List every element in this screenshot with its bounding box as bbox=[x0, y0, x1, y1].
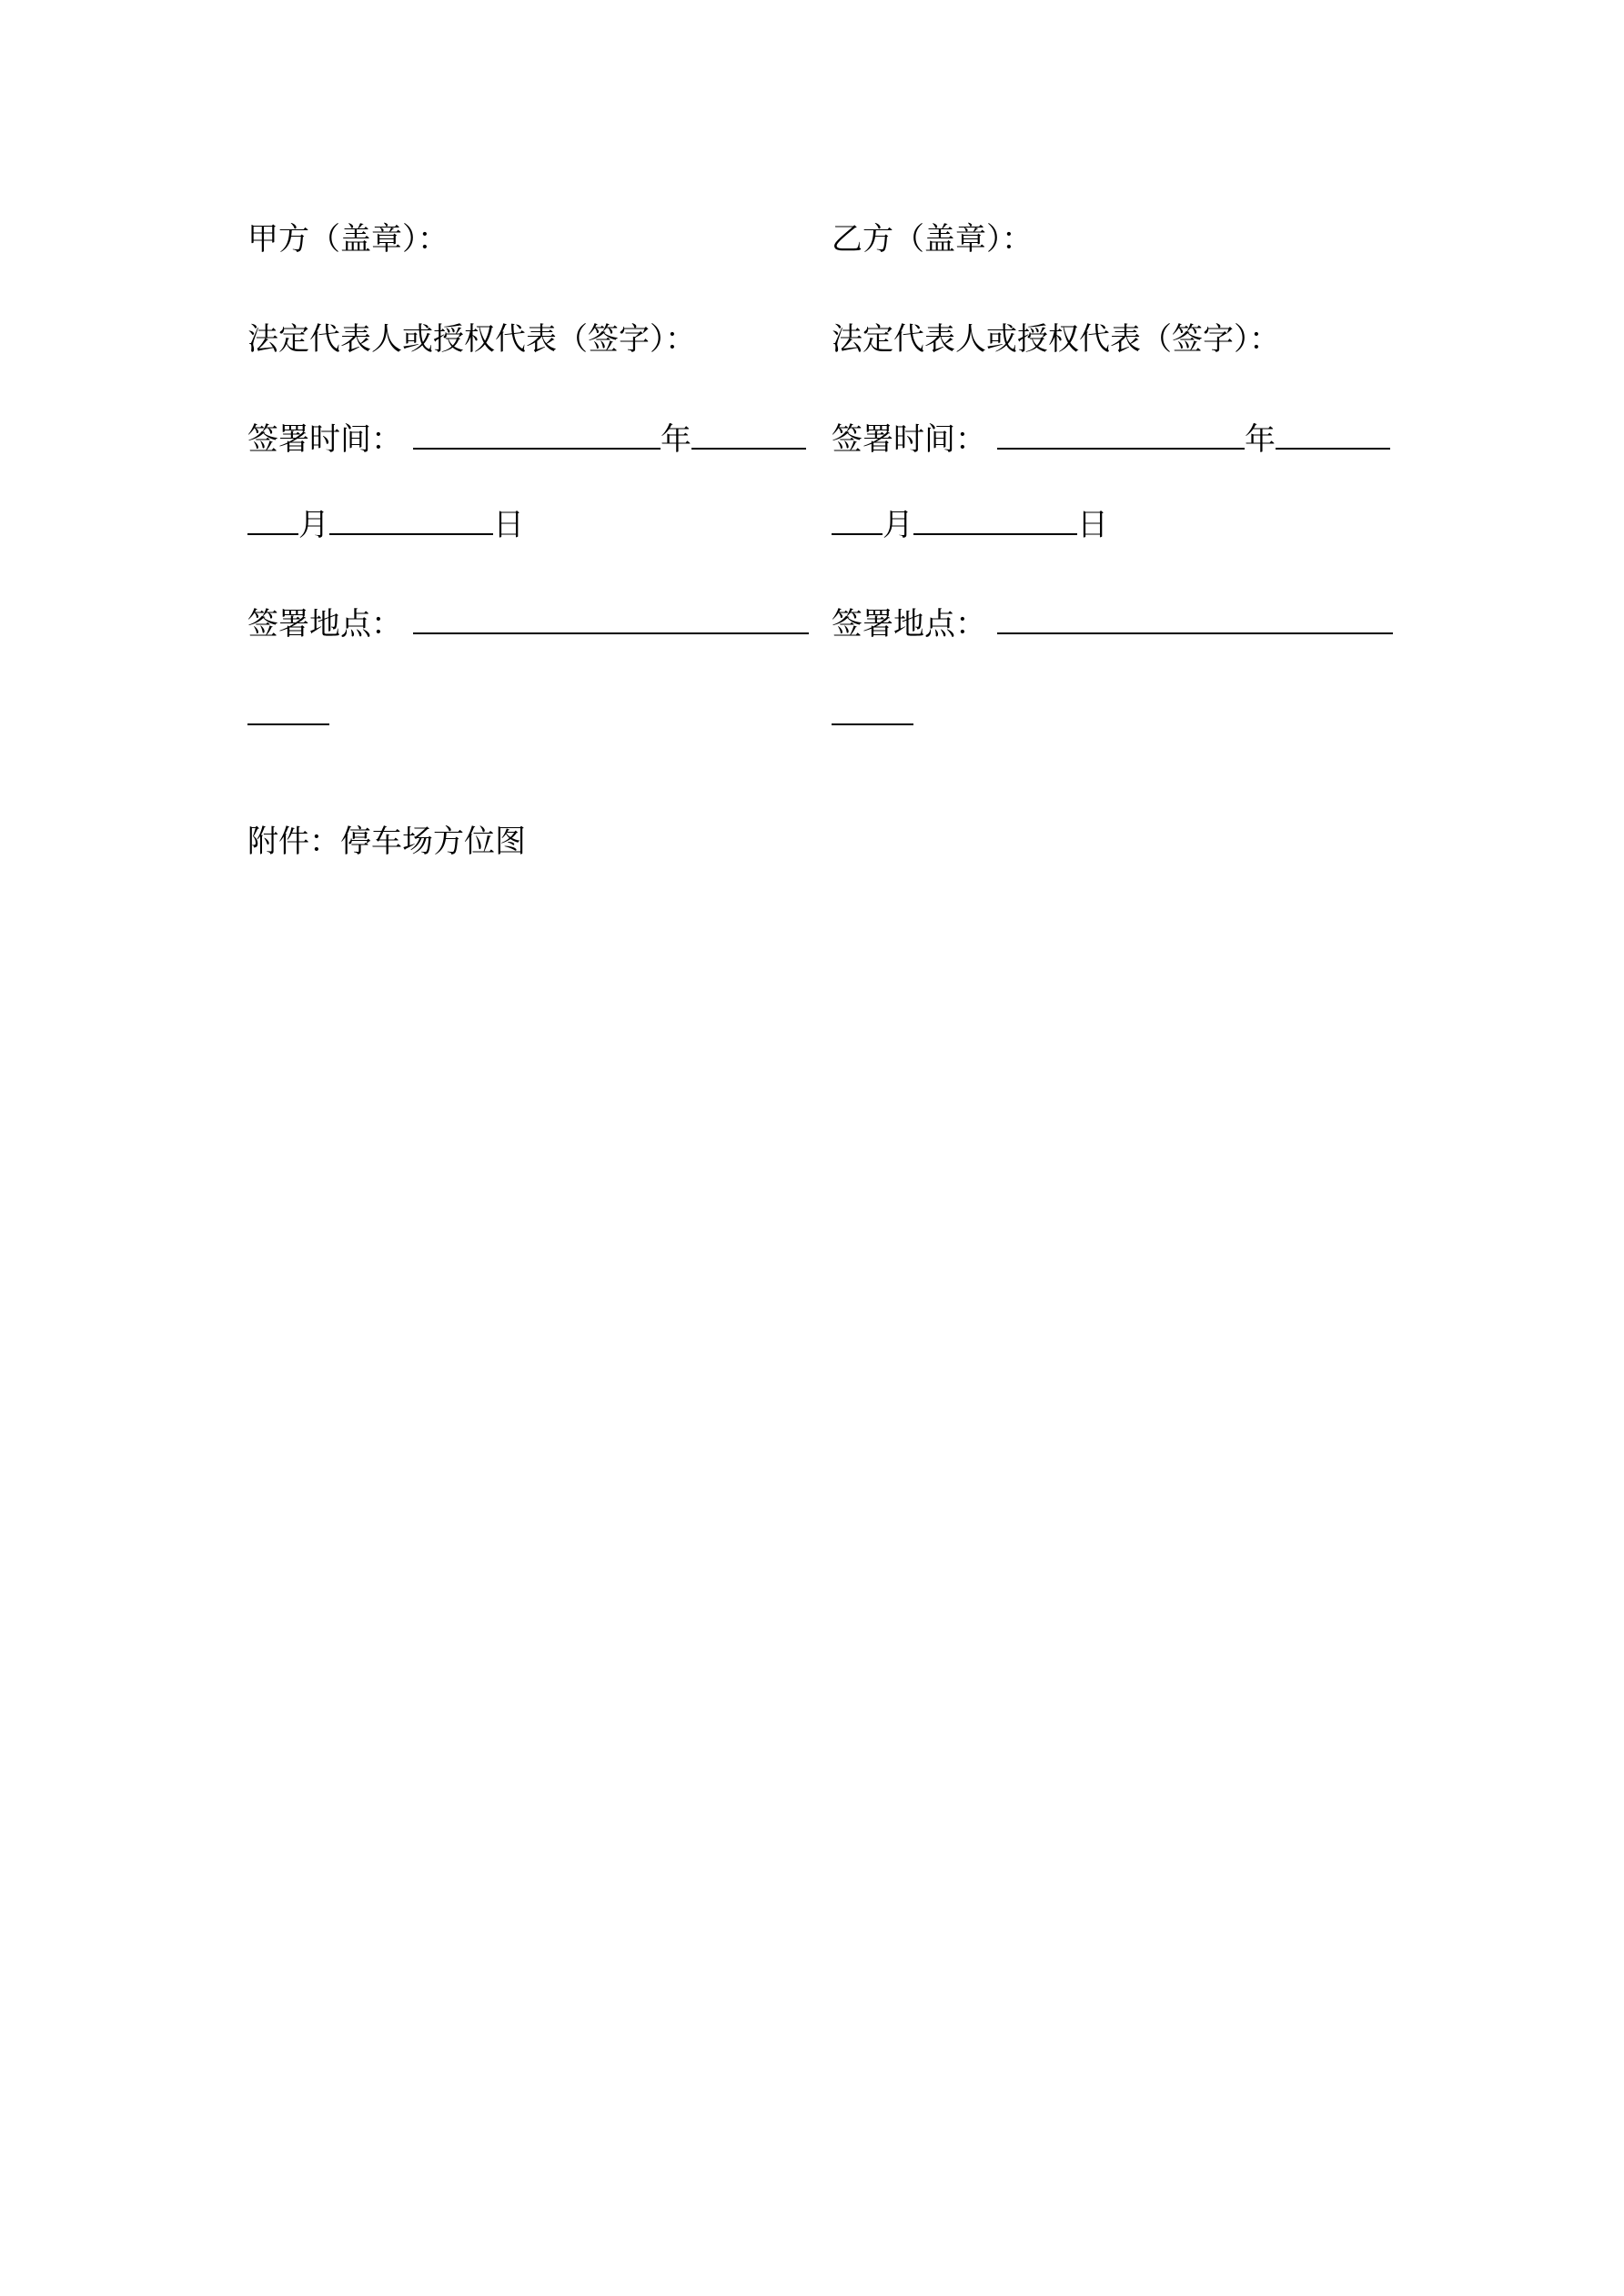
party-b-sign-place-blank-end[interactable] bbox=[832, 696, 913, 725]
party-a-sign-place-continuation bbox=[247, 696, 329, 733]
party-b-sign-place-label: 签署地点： bbox=[832, 606, 986, 642]
party-b-sign-time-row bbox=[832, 420, 1390, 458]
party-a-sign-time-row bbox=[247, 420, 806, 458]
party-b-month-blank-end[interactable] bbox=[832, 506, 883, 535]
party-b-day-blank[interactable] bbox=[913, 506, 1077, 535]
party-b-month-label: 月 bbox=[883, 507, 913, 543]
party-a-year-label: 年 bbox=[661, 421, 691, 458]
party-b-day-label: 日 bbox=[1077, 507, 1108, 543]
party-a-day-blank[interactable] bbox=[329, 506, 493, 535]
party-a-sign-time-label: 签署时间： bbox=[247, 421, 402, 458]
party-a-sign-place-row bbox=[247, 605, 809, 642]
party-b-sign-place-blank[interactable] bbox=[997, 605, 1393, 634]
party-a-sign-place-blank-end[interactable] bbox=[247, 696, 329, 725]
party-a-seal-label: 甲方（盖章）： bbox=[247, 221, 449, 258]
party-a-date-row bbox=[247, 506, 524, 543]
party-b-year-blank[interactable] bbox=[997, 420, 1245, 450]
party-b-date-row bbox=[832, 506, 1108, 543]
party-b-sign-time-label: 签署时间： bbox=[832, 421, 986, 458]
party-b-sign-place-row bbox=[832, 605, 1393, 642]
party-a-year-blank[interactable] bbox=[413, 420, 661, 450]
party-b-representative-label: 法定代表人或授权代表（签字）： bbox=[832, 321, 1280, 358]
attachment-label: 附件：停车场方位图 bbox=[247, 824, 526, 860]
party-a-month-blank-end[interactable] bbox=[247, 506, 298, 535]
party-b-year-label: 年 bbox=[1245, 421, 1276, 458]
party-b-month-blank-start[interactable] bbox=[1276, 420, 1390, 450]
party-b-seal-label: 乙方（盖章）： bbox=[832, 221, 1033, 258]
party-a-sign-place-label: 签署地点： bbox=[247, 606, 402, 642]
party-b-sign-place-continuation bbox=[832, 696, 913, 733]
party-a-day-label: 日 bbox=[493, 507, 524, 543]
party-a-sign-place-blank[interactable] bbox=[413, 605, 809, 634]
party-a-month-blank-start[interactable] bbox=[691, 420, 806, 450]
party-a-representative-label: 法定代表人或授权代表（签字）： bbox=[247, 321, 696, 358]
party-a-month-label: 月 bbox=[298, 507, 329, 543]
